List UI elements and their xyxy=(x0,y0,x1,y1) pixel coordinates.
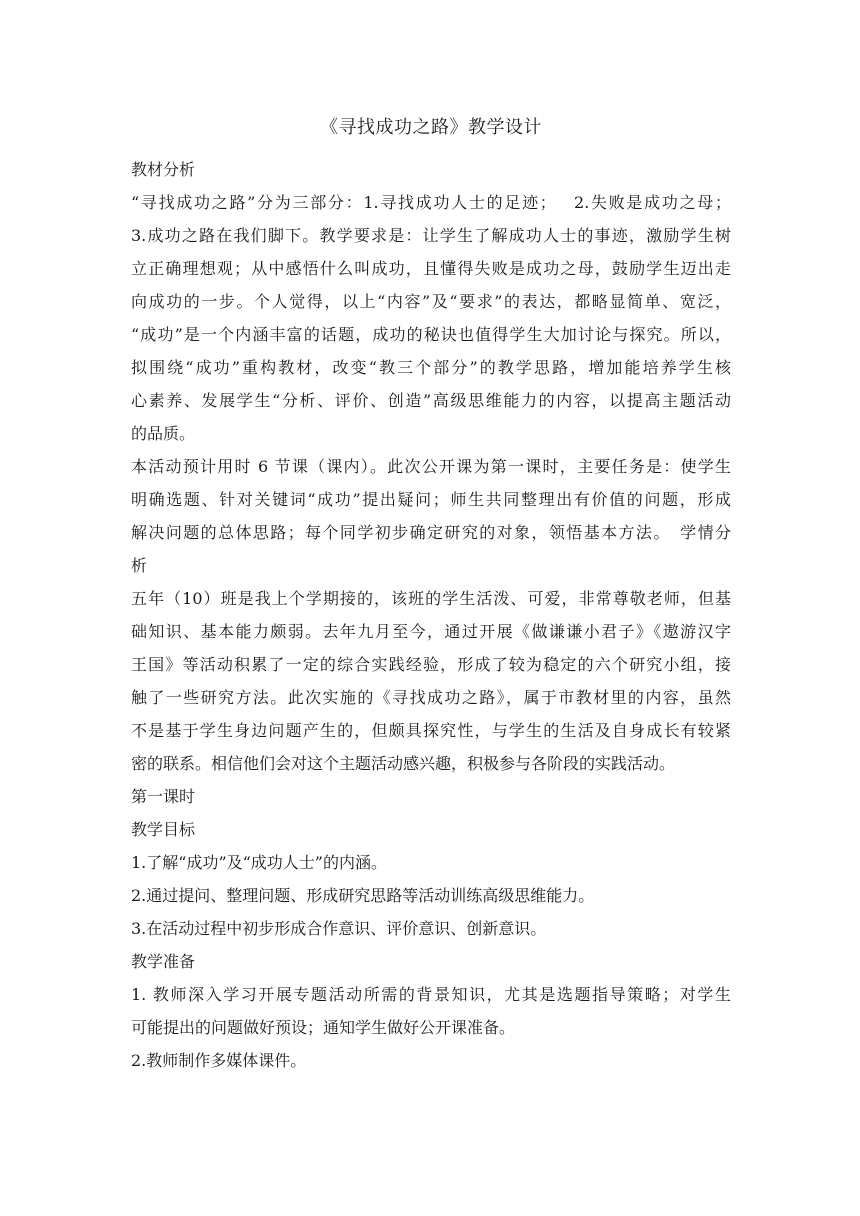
goal-item-3: 3.在活动过程中初步形成合作意识、评价意识、创新意识。 xyxy=(131,919,547,938)
paragraph-line: 立正确理想观；从中感悟什么叫成功，且懂得失败是成功之母，鼓励学生迈出走 xyxy=(131,259,731,278)
paragraph-line: 本活动预计用时 6 节课（课内）。此次公开课为第一课时，主要任务是：使学生 xyxy=(131,457,731,476)
document-body xyxy=(131,153,731,1077)
goal-item-2: 2.通过提问、整理问题、形成研究思路等活动训练高级思维能力。 xyxy=(131,886,595,905)
paragraph-line: 密的联系。相信他们会对这个主题活动感兴趣，积极参与各阶段的实践活动。 xyxy=(131,754,676,773)
preparation-item-2: 2.教师制作多媒体课件。 xyxy=(131,1051,307,1070)
document-title: 《寻找成功之路》教学设计 xyxy=(320,117,542,138)
preparation-item-1-cont: 可能提出的问题做好预设；通知学生做好公开课准备。 xyxy=(131,1018,516,1037)
heading-teaching-goals: 教学目标 xyxy=(131,820,196,839)
paragraph-line: 不是基于学生身边问题产生的，但颇具探究性，与学生的生活及自身成长有较紧 xyxy=(131,721,731,740)
paragraph-line: 3.成功之路在我们脚下。教学要求是：让学生了解成功人士的事迹，激励学生树 xyxy=(131,226,731,245)
paragraph-line: 析 xyxy=(131,556,148,575)
paragraph-line: 拟围绕“成功”重构教材，改变“教三个部分”的教学思路，增加能培养学生核 xyxy=(131,358,731,377)
paragraph-line: “成功”是一个内涵丰富的话题，成功的秘诀也值得学生大加讨论与探究。所以， xyxy=(131,325,731,344)
paragraph-line: 心素养、发展学生“分析、评价、创造”高级思维能力的内容，以提高主题活动 xyxy=(131,391,731,410)
paragraph-line: 的品质。 xyxy=(131,424,196,443)
paragraph-line: 向成功的一步。个人觉得，以上“内容”及“要求”的表达，都略显简单、宽泛， xyxy=(131,292,731,311)
heading-textbook-analysis: 教材分析 xyxy=(131,160,196,179)
paragraph-line: 解决问题的总体思路；每个同学初步确定研究的对象，领悟基本方法。 学情分 xyxy=(131,523,731,542)
paragraph-line: 础知识、基本能力颇弱。去年九月至今，通过开展《做谦谦小君子》《遨游汉字 xyxy=(131,622,731,641)
goal-item-1: 1.了解“成功”及“成功人士”的内涵。 xyxy=(131,853,387,872)
paragraph-line: “寻找成功之路”分为三部分：1.寻找成功人士的足迹； 2.失败是成功之母； xyxy=(131,193,731,212)
paragraph-line: 触了一些研究方法。此次实施的《寻找成功之路》，属于市教材里的内容，虽然 xyxy=(131,688,731,707)
paragraph-line: 明确选题、针对关键词“成功”提出疑问；师生共同整理出有价值的问题，形成 xyxy=(131,490,731,509)
paragraph-line: 王国》等活动积累了一定的综合实践经验，形成了较为稳定的六个研究小组，接 xyxy=(131,655,731,674)
paragraph-line: 五年（10）班是我上个学期接的，该班的学生活泼、可爱，非常尊敬老师，但基 xyxy=(131,589,731,608)
heading-first-lesson: 第一课时 xyxy=(131,787,196,806)
heading-teaching-preparation: 教学准备 xyxy=(131,952,196,971)
preparation-item-1: 1. 教师深入学习开展专题活动所需的背景知识，尤其是选题指导策略；对学生 xyxy=(131,985,731,1004)
